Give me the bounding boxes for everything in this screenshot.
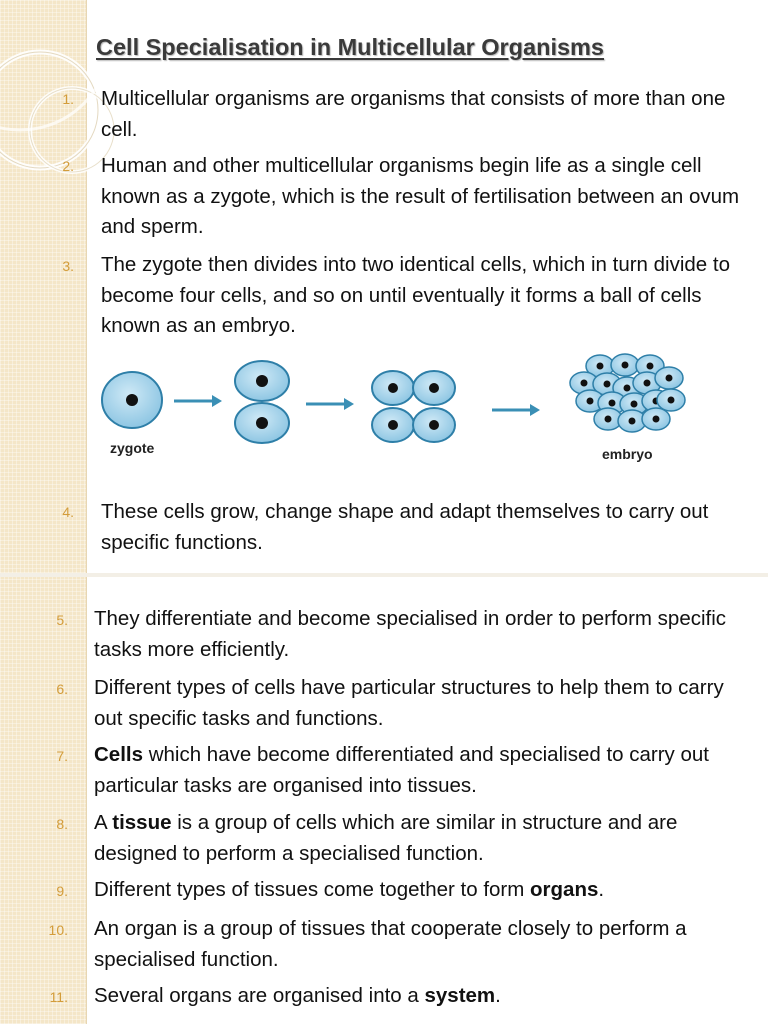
list-item: Different types of tissues come together to form organs. xyxy=(94,878,605,901)
list-item: Several organs are organised into a system. xyxy=(94,984,501,1007)
zygote-label: zygote xyxy=(110,440,155,456)
item-number: 10. xyxy=(48,922,68,938)
cell-division-diagram xyxy=(96,352,736,472)
two-cell-stage xyxy=(235,361,289,443)
embryo-cluster xyxy=(570,354,685,432)
bold-term: Cells xyxy=(94,743,143,766)
arrow-icon xyxy=(492,404,540,416)
list-item: They differentiate and become specialised in order to perform specific tasks more efficiently. xyxy=(94,607,727,661)
bold-term: system xyxy=(424,984,496,1007)
item-number: 6. xyxy=(56,681,68,697)
item-number: 4. xyxy=(62,504,74,520)
arrow-icon xyxy=(174,395,222,407)
item-number: 7. xyxy=(56,748,68,764)
list-item: Cells which have become differentiated and specialised to carry out particular tasks are organised into tissues. xyxy=(94,743,709,797)
page-title: Cell Specialisation in Multicellular Organisms xyxy=(96,34,605,60)
four-cell-stage xyxy=(372,371,455,442)
list-item: These cells grow, change shape and adapt themselves to carry out specific functions. xyxy=(101,500,709,554)
decorative-side-strip xyxy=(0,577,87,1024)
item-number: 1. xyxy=(62,91,74,107)
item-number: 2. xyxy=(62,158,74,174)
item-number: 8. xyxy=(56,816,68,832)
item-number: 5. xyxy=(56,612,68,628)
zygote-cell xyxy=(102,372,162,428)
item-number: 11. xyxy=(49,989,68,1005)
item-number: 9. xyxy=(56,883,68,899)
list-item: Multicellular organisms are organisms that consists of more than one cell. xyxy=(101,87,726,141)
arrow-icon xyxy=(306,398,354,410)
item-number: 3. xyxy=(62,258,74,274)
list-item: Human and other multicellular organisms begin life as a single cell known as a zygote, which is the result of fertilisation between an ovum and sperm. xyxy=(101,154,740,238)
list-item: The zygote then divides into two identical cells, which in turn divide to become four cells, and so on until eventually it forms a ball of cells known as an embryo. xyxy=(101,253,731,337)
bold-term: organs xyxy=(530,878,599,901)
list-item: An organ is a group of tissues that cooperate closely to perform a specialised function. xyxy=(94,917,687,971)
slide-2 xyxy=(0,577,768,1024)
list-item: A tissue is a group of cells which are similar in structure and are designed to perform a specialised function. xyxy=(94,811,678,865)
bold-term: tissue xyxy=(112,811,172,834)
list-item: Different types of cells have particular structures to help them to carry out specific tasks and functions. xyxy=(94,676,724,730)
embryo-label: embryo xyxy=(602,446,653,462)
